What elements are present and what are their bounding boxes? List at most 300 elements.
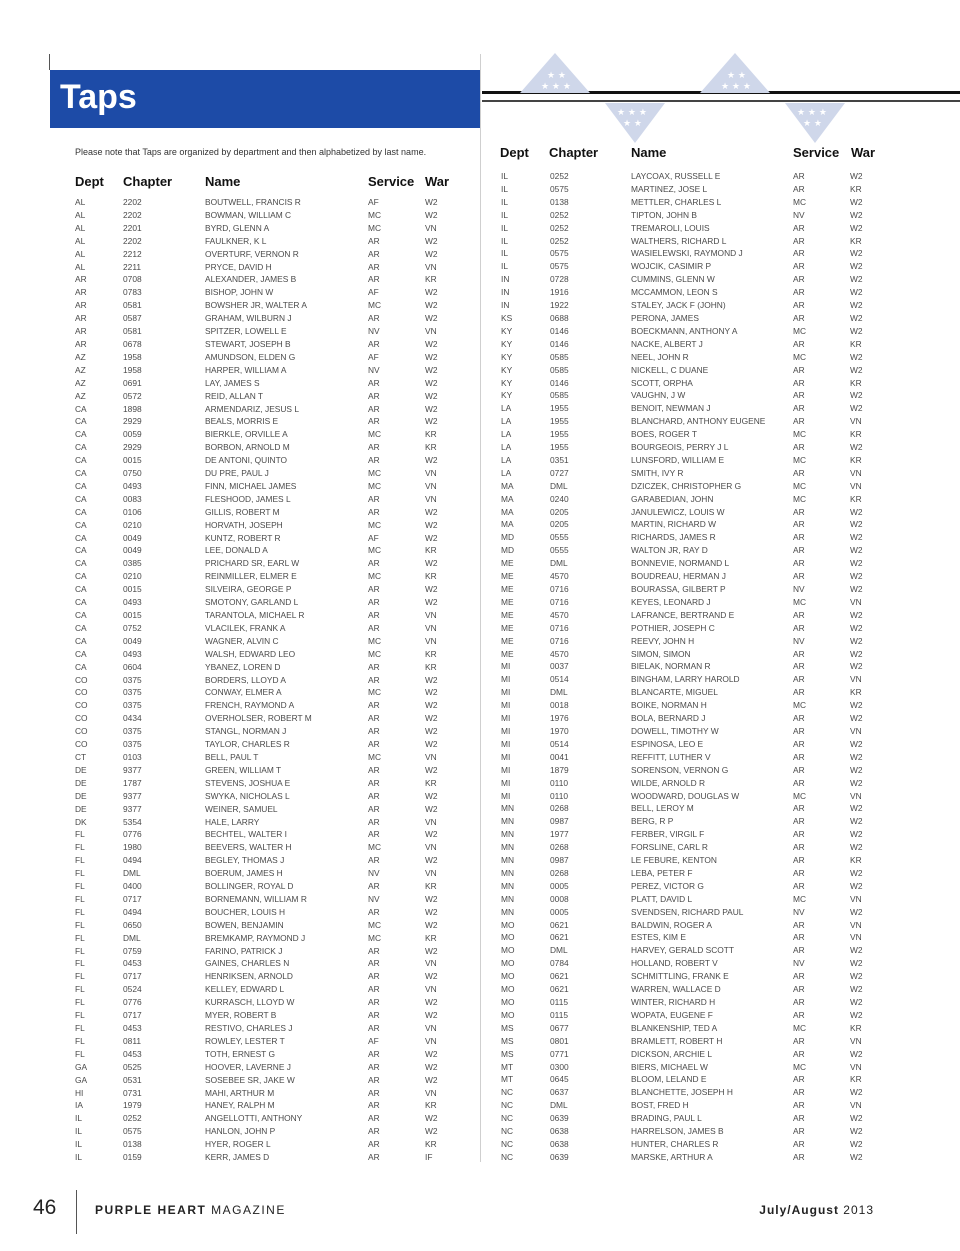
chapter-cell: 0717 [123, 893, 142, 904]
name-cell: BOURASSA, GILBERT P [631, 584, 726, 594]
war-cell: W2 [850, 300, 863, 311]
service-cell: AR [368, 610, 380, 620]
name-cell: TOTH, ERNEST G [205, 1048, 275, 1059]
dept-cell: MS [501, 1035, 514, 1046]
service-cell: NV [793, 584, 805, 594]
name-cell: MARTINEZ, JOSE L [631, 183, 708, 194]
table-row [75, 1022, 470, 1035]
chapter-cell: 0008 [550, 893, 569, 904]
war-cell: W2 [425, 1061, 438, 1072]
service-cell: MC [793, 700, 807, 711]
dept-cell: FL [75, 1048, 85, 1059]
service-cell: MC [793, 790, 807, 801]
dept-cell: AR [75, 313, 87, 324]
chapter-cell: DML [550, 558, 568, 569]
war-cell: W2 [425, 197, 438, 207]
service-cell: AR [368, 829, 380, 840]
dept-cell: MS [501, 1048, 514, 1059]
war-cell: VN [425, 635, 437, 646]
war-cell: W2 [850, 1009, 863, 1020]
war-cell: VN [850, 932, 862, 943]
name-cell: WALSH, EDWARD LEO [205, 648, 296, 659]
service-cell: AR [368, 338, 380, 349]
chapter-cell: 0146 [550, 338, 569, 349]
war-cell: VN [850, 1061, 862, 1072]
table-row [501, 1125, 881, 1138]
chapter-cell: 0375 [123, 687, 142, 698]
chapter-cell: 0750 [123, 468, 142, 479]
war-cell: W2 [850, 584, 863, 594]
war-cell: W2 [850, 519, 863, 530]
name-cell: BEEVERS, WALTER H [205, 842, 292, 853]
table-row [75, 261, 470, 274]
war-cell: VN [425, 622, 437, 633]
name-cell: LAY, JAMES S [205, 377, 260, 388]
war-cell: KR [425, 648, 437, 659]
table-row [75, 1009, 470, 1022]
service-cell: AF [368, 351, 379, 362]
name-cell: LEE, DONALD A [205, 545, 268, 556]
chapter-cell: 0621 [550, 984, 569, 995]
chapter-cell: 0575 [550, 183, 569, 194]
war-cell: VN [850, 416, 862, 427]
chapter-cell: 2201 [123, 222, 142, 233]
table-row [75, 854, 470, 867]
chapter-cell: 0572 [123, 390, 142, 401]
name-cell: FORSLINE, CARL R [631, 842, 708, 853]
table-row [501, 970, 881, 983]
table-row [75, 441, 470, 454]
war-cell: VN [850, 1035, 862, 1046]
chapter-cell: 0555 [550, 532, 569, 543]
name-cell: GARABEDIAN, JOHN [631, 493, 714, 504]
table-row [75, 532, 470, 545]
name-cell: WARREN, WALLACE D [631, 984, 721, 995]
table-row [75, 957, 470, 970]
issue-date-year: 2013 [838, 1203, 874, 1217]
service-cell: AR [793, 984, 805, 995]
war-cell: W2 [425, 1010, 438, 1021]
service-cell: AR [793, 338, 805, 349]
war-cell: W2 [425, 338, 438, 349]
service-cell: AR [368, 248, 380, 259]
name-cell: BOLLINGER, ROYAL D [205, 881, 294, 892]
name-cell: HORVATH, JOSEPH [205, 519, 283, 530]
name-cell: AMUNDSON, ELDEN G [205, 351, 296, 362]
name-cell: BREMKAMP, RAYMOND J [205, 932, 306, 943]
name-cell: WEINER, SAMUEL [205, 803, 278, 814]
table-row [75, 338, 470, 351]
table-row [501, 1099, 881, 1112]
chapter-cell: 0650 [123, 919, 142, 930]
war-cell: W2 [850, 312, 863, 323]
chapter-cell: 1955 [550, 429, 569, 440]
dept-cell: IL [75, 1139, 82, 1150]
table-row [75, 299, 470, 312]
dept-cell: MS [501, 1022, 514, 1033]
chapter-cell: 0103 [123, 751, 142, 762]
war-cell: KR [850, 235, 862, 246]
war-cell: IF [425, 1152, 433, 1163]
service-cell: MC [368, 222, 382, 233]
service-cell: AR [368, 584, 380, 595]
war-cell: VN [425, 984, 437, 995]
war-cell: W2 [425, 300, 438, 311]
name-cell: WALTHERS, RICHARD L [631, 235, 727, 246]
dept-cell: FL [75, 1035, 85, 1046]
svg-text:★ ★ ★: ★ ★ ★ [721, 82, 751, 92]
chapter-cell: 0252 [550, 222, 569, 233]
table-row [501, 790, 881, 803]
service-cell: MC [368, 842, 382, 853]
war-cell: W2 [425, 403, 438, 414]
table-row [501, 931, 881, 944]
chapter-cell: 2212 [123, 248, 142, 259]
dept-cell: ME [501, 596, 514, 607]
dept-cell: MA [501, 519, 514, 530]
table-row [501, 660, 881, 673]
dept-cell: MI [501, 777, 511, 788]
dept-cell: CA [75, 558, 87, 569]
table-row [501, 235, 881, 248]
chapter-cell: 4570 [550, 648, 569, 659]
war-cell: W2 [425, 739, 438, 750]
name-cell: BOWEN, BENJAMIN [205, 919, 284, 930]
chapter-cell: 0375 [123, 674, 142, 685]
war-cell: W2 [425, 1048, 438, 1059]
service-cell: AR [793, 1035, 805, 1046]
chapter-cell: 0049 [123, 532, 142, 543]
war-cell: W2 [850, 829, 863, 840]
table-row [501, 493, 881, 506]
war-cell: W2 [850, 351, 863, 362]
name-cell: HENRIKSEN, ARNOLD [205, 971, 293, 982]
war-cell: W2 [425, 764, 438, 775]
table-row [75, 919, 470, 932]
name-cell: PERONA, JAMES [631, 312, 699, 323]
table-row [75, 273, 470, 286]
name-cell: BOURGEOIS, PERRY J L [631, 442, 729, 453]
service-cell: AR [368, 235, 380, 246]
chapter-cell: 0351 [550, 454, 569, 465]
dept-cell: DE [75, 803, 87, 814]
dept-cell: CA [75, 506, 87, 517]
table-row [501, 944, 881, 957]
svg-text:★ ★: ★ ★ [727, 71, 746, 81]
service-cell: AR [793, 867, 805, 878]
dept-cell: MI [501, 661, 511, 672]
table-row [501, 686, 881, 699]
table-row [501, 170, 881, 183]
chapter-cell: 0621 [550, 932, 569, 943]
chapter-cell: 1922 [550, 300, 569, 311]
chapter-cell: 0018 [550, 700, 569, 711]
service-cell: AR [793, 1048, 805, 1059]
dept-cell: AR [75, 300, 87, 311]
dept-cell: FL [75, 893, 85, 904]
dept-cell: IL [501, 183, 508, 194]
table-row [75, 906, 470, 919]
right-header-war: War [851, 145, 876, 160]
name-cell: WINTER, RICHARD H [631, 997, 716, 1007]
name-cell: BLANCHARD, ANTHONY EUGENE [631, 416, 766, 427]
war-cell: W2 [425, 364, 438, 375]
name-cell: BERG, R P [631, 816, 674, 827]
service-cell: AR [368, 997, 380, 1008]
name-cell: DZICZEK, CHRISTOPHER G [631, 480, 742, 491]
table-row [75, 622, 470, 635]
dept-cell: MO [501, 984, 515, 995]
chapter-cell: 0621 [550, 919, 569, 930]
dept-cell: MN [501, 803, 515, 814]
war-cell: W2 [850, 390, 863, 401]
table-row [75, 803, 470, 816]
table-row [75, 390, 470, 403]
dept-cell: IN [501, 287, 510, 298]
dept-cell: CA [75, 416, 87, 427]
war-cell: VN [425, 842, 437, 853]
service-cell: AR [368, 816, 380, 827]
chapter-cell: 0434 [123, 713, 142, 724]
service-cell: AR [793, 777, 805, 788]
chapter-cell: 1787 [123, 777, 142, 788]
war-cell: W2 [425, 1126, 438, 1137]
war-cell: W2 [425, 687, 438, 698]
table-row [501, 1086, 881, 1099]
name-cell: NACKE, ALBERT J [631, 338, 703, 349]
chapter-cell: 0581 [123, 326, 142, 337]
service-cell: AR [368, 700, 380, 711]
chapter-cell: 0581 [123, 300, 142, 311]
table-row [501, 518, 881, 531]
name-cell: JANULEWICZ, LOUIS W [631, 506, 725, 517]
name-cell: REID, ALLAN T [205, 390, 264, 401]
war-cell: VN [425, 480, 437, 491]
name-cell: STEWART, JOSEPH B [205, 338, 291, 349]
dept-cell: KY [501, 377, 513, 388]
name-cell: FLESHOOD, JAMES L [205, 493, 291, 504]
table-row [501, 635, 881, 648]
dept-cell: CA [75, 622, 87, 633]
war-cell: W2 [850, 997, 863, 1007]
table-row [501, 802, 881, 815]
chapter-cell: 1955 [550, 403, 569, 414]
name-cell: FINN, MICHAEL JAMES [205, 480, 297, 491]
war-cell: W2 [425, 519, 438, 530]
name-cell: HARPER, WILLIAM A [205, 364, 287, 375]
war-cell: KR [425, 571, 437, 582]
dept-cell: CO [75, 726, 88, 737]
name-cell: WALTON JR, RAY D [631, 545, 708, 556]
war-cell: W2 [425, 584, 438, 595]
svg-text:★ ★: ★ ★ [547, 71, 566, 81]
service-cell: AR [793, 622, 805, 633]
dept-cell: AZ [75, 377, 86, 388]
service-cell: AR [368, 442, 380, 453]
chapter-cell: 0268 [550, 803, 569, 814]
name-cell: BOWMAN, WILLIAM C [205, 209, 292, 220]
chapter-cell: 0205 [550, 506, 569, 517]
service-cell: MC [368, 209, 382, 220]
table-row [501, 919, 881, 932]
war-cell: VN [425, 1023, 437, 1033]
chapter-cell: 0727 [550, 467, 569, 478]
svg-text:★ ★ ★: ★ ★ ★ [617, 108, 647, 118]
table-row [501, 441, 881, 454]
table-row [75, 609, 470, 622]
chapter-cell: 0015 [123, 610, 142, 620]
chapter-cell: 0514 [550, 738, 569, 749]
name-cell: LEBA, PETER F [631, 867, 693, 878]
table-row [501, 673, 881, 686]
service-cell: AR [793, 687, 805, 698]
name-cell: GREEN, WILLIAM T [205, 764, 282, 775]
table-row [75, 248, 470, 261]
table-row [75, 970, 470, 983]
name-cell: SCHMITTLING, FRANK E [631, 971, 729, 982]
dept-cell: DE [75, 764, 87, 775]
war-cell: KR [850, 183, 862, 194]
table-row [501, 1035, 881, 1048]
war-cell: W2 [425, 906, 438, 917]
name-cell: SVENDSEN, RICHARD PAUL [631, 906, 744, 917]
service-cell: AR [793, 287, 805, 298]
taps-table-left [75, 196, 470, 1164]
chapter-cell: 0049 [123, 545, 142, 556]
name-cell: HUNTER, CHARLES R [631, 1138, 719, 1149]
dept-cell: MT [501, 1074, 514, 1085]
service-cell: AR [793, 829, 805, 840]
table-row [75, 738, 470, 751]
dept-cell: CA [75, 403, 87, 414]
table-row [75, 725, 470, 738]
dept-cell: CA [75, 468, 87, 479]
service-cell: NV [368, 364, 380, 375]
name-cell: CONWAY, ELMER A [205, 687, 282, 698]
war-cell: W2 [425, 558, 438, 569]
dept-cell: LA [501, 454, 512, 465]
chapter-cell: 0110 [550, 777, 569, 788]
service-cell: MC [368, 571, 382, 582]
dept-cell: IN [501, 274, 510, 285]
table-row [501, 983, 881, 996]
dept-cell: FL [75, 958, 85, 969]
table-row [501, 415, 881, 428]
war-cell: W2 [850, 1126, 863, 1137]
war-cell: W2 [850, 713, 863, 724]
name-cell: SMOTONY, GARLAND L [205, 597, 299, 608]
name-cell: ROWLEY, LESTER T [205, 1035, 285, 1046]
table-row [501, 828, 881, 841]
name-cell: BELL, LEROY M [631, 803, 694, 814]
service-cell: AR [368, 390, 380, 401]
war-cell: W2 [425, 287, 438, 298]
service-cell: AR [368, 1061, 380, 1072]
dept-cell: MN [501, 855, 515, 866]
dept-cell: NC [501, 1087, 514, 1098]
name-cell: WILDE, ARNOLD R [631, 777, 705, 788]
service-cell: AR [793, 842, 805, 853]
service-cell: MC [793, 480, 807, 491]
name-cell: LE FEBURE, KENTON [631, 855, 717, 866]
service-cell: AR [368, 906, 380, 917]
service-cell: MC [793, 1061, 807, 1072]
page-title: Taps [60, 78, 137, 116]
table-row [501, 1138, 881, 1151]
war-cell: W2 [850, 867, 863, 878]
chapter-cell: DML [550, 1100, 568, 1111]
right-header-dept: Dept [500, 145, 529, 160]
dept-cell: MO [501, 997, 515, 1007]
dept-cell: MN [501, 842, 515, 853]
war-cell: W2 [425, 726, 438, 737]
chapter-cell: 0776 [123, 829, 142, 840]
war-cell: KR [425, 932, 437, 943]
name-cell: DU PRE, PAUL J [205, 468, 269, 479]
table-row [501, 222, 881, 235]
service-cell: AR [368, 726, 380, 737]
issue-date [759, 1203, 874, 1217]
chapter-cell: 0252 [123, 1113, 142, 1124]
service-cell: AR [793, 558, 805, 569]
war-cell: VN [850, 1100, 862, 1111]
table-row [501, 402, 881, 415]
war-cell: W2 [850, 661, 863, 672]
chapter-cell: 0268 [550, 842, 569, 853]
chapter-cell: 0716 [550, 584, 569, 594]
chapter-cell: 0059 [123, 429, 142, 440]
chapter-cell: 0716 [550, 596, 569, 607]
folded-flags-decoration [505, 48, 885, 148]
table-row [501, 609, 881, 622]
service-cell: AF [368, 287, 379, 298]
table-row [501, 299, 881, 312]
name-cell: BOES, ROGER T [631, 429, 697, 440]
dept-cell: IL [501, 261, 508, 272]
dept-cell: IL [75, 1152, 82, 1163]
name-cell: BOUTWELL, FRANCIS R [205, 197, 301, 207]
chapter-cell: 0811 [123, 1035, 142, 1046]
chapter-cell: 0604 [123, 661, 142, 672]
name-cell: SMITH, IVY R [631, 467, 684, 478]
service-cell: AR [368, 661, 380, 672]
table-row [501, 1073, 881, 1086]
name-cell: HALE, LARRY [205, 816, 260, 827]
table-row [75, 1074, 470, 1087]
dept-cell: AL [75, 235, 86, 246]
chapter-cell: 0375 [123, 726, 142, 737]
dept-cell: MN [501, 829, 515, 840]
war-cell: W2 [850, 1113, 863, 1124]
chapter-cell: 0728 [550, 274, 569, 285]
dept-cell: FL [75, 945, 85, 956]
service-cell: AR [793, 648, 805, 659]
dept-cell: AZ [75, 351, 86, 362]
service-cell: MC [793, 1022, 807, 1033]
chapter-cell: 0138 [550, 196, 569, 207]
chapter-cell: 2202 [123, 209, 142, 220]
table-row [501, 1048, 881, 1061]
table-row [501, 325, 881, 338]
chapter-cell: 0575 [550, 248, 569, 259]
service-cell: AR [793, 751, 805, 762]
table-row [75, 1138, 470, 1151]
name-cell: BORDERS, LLOYD A [205, 674, 286, 685]
table-row [501, 338, 881, 351]
right-header-name: Name [631, 145, 667, 160]
table-row [501, 1022, 881, 1035]
chapter-cell: 0639 [550, 1151, 569, 1162]
